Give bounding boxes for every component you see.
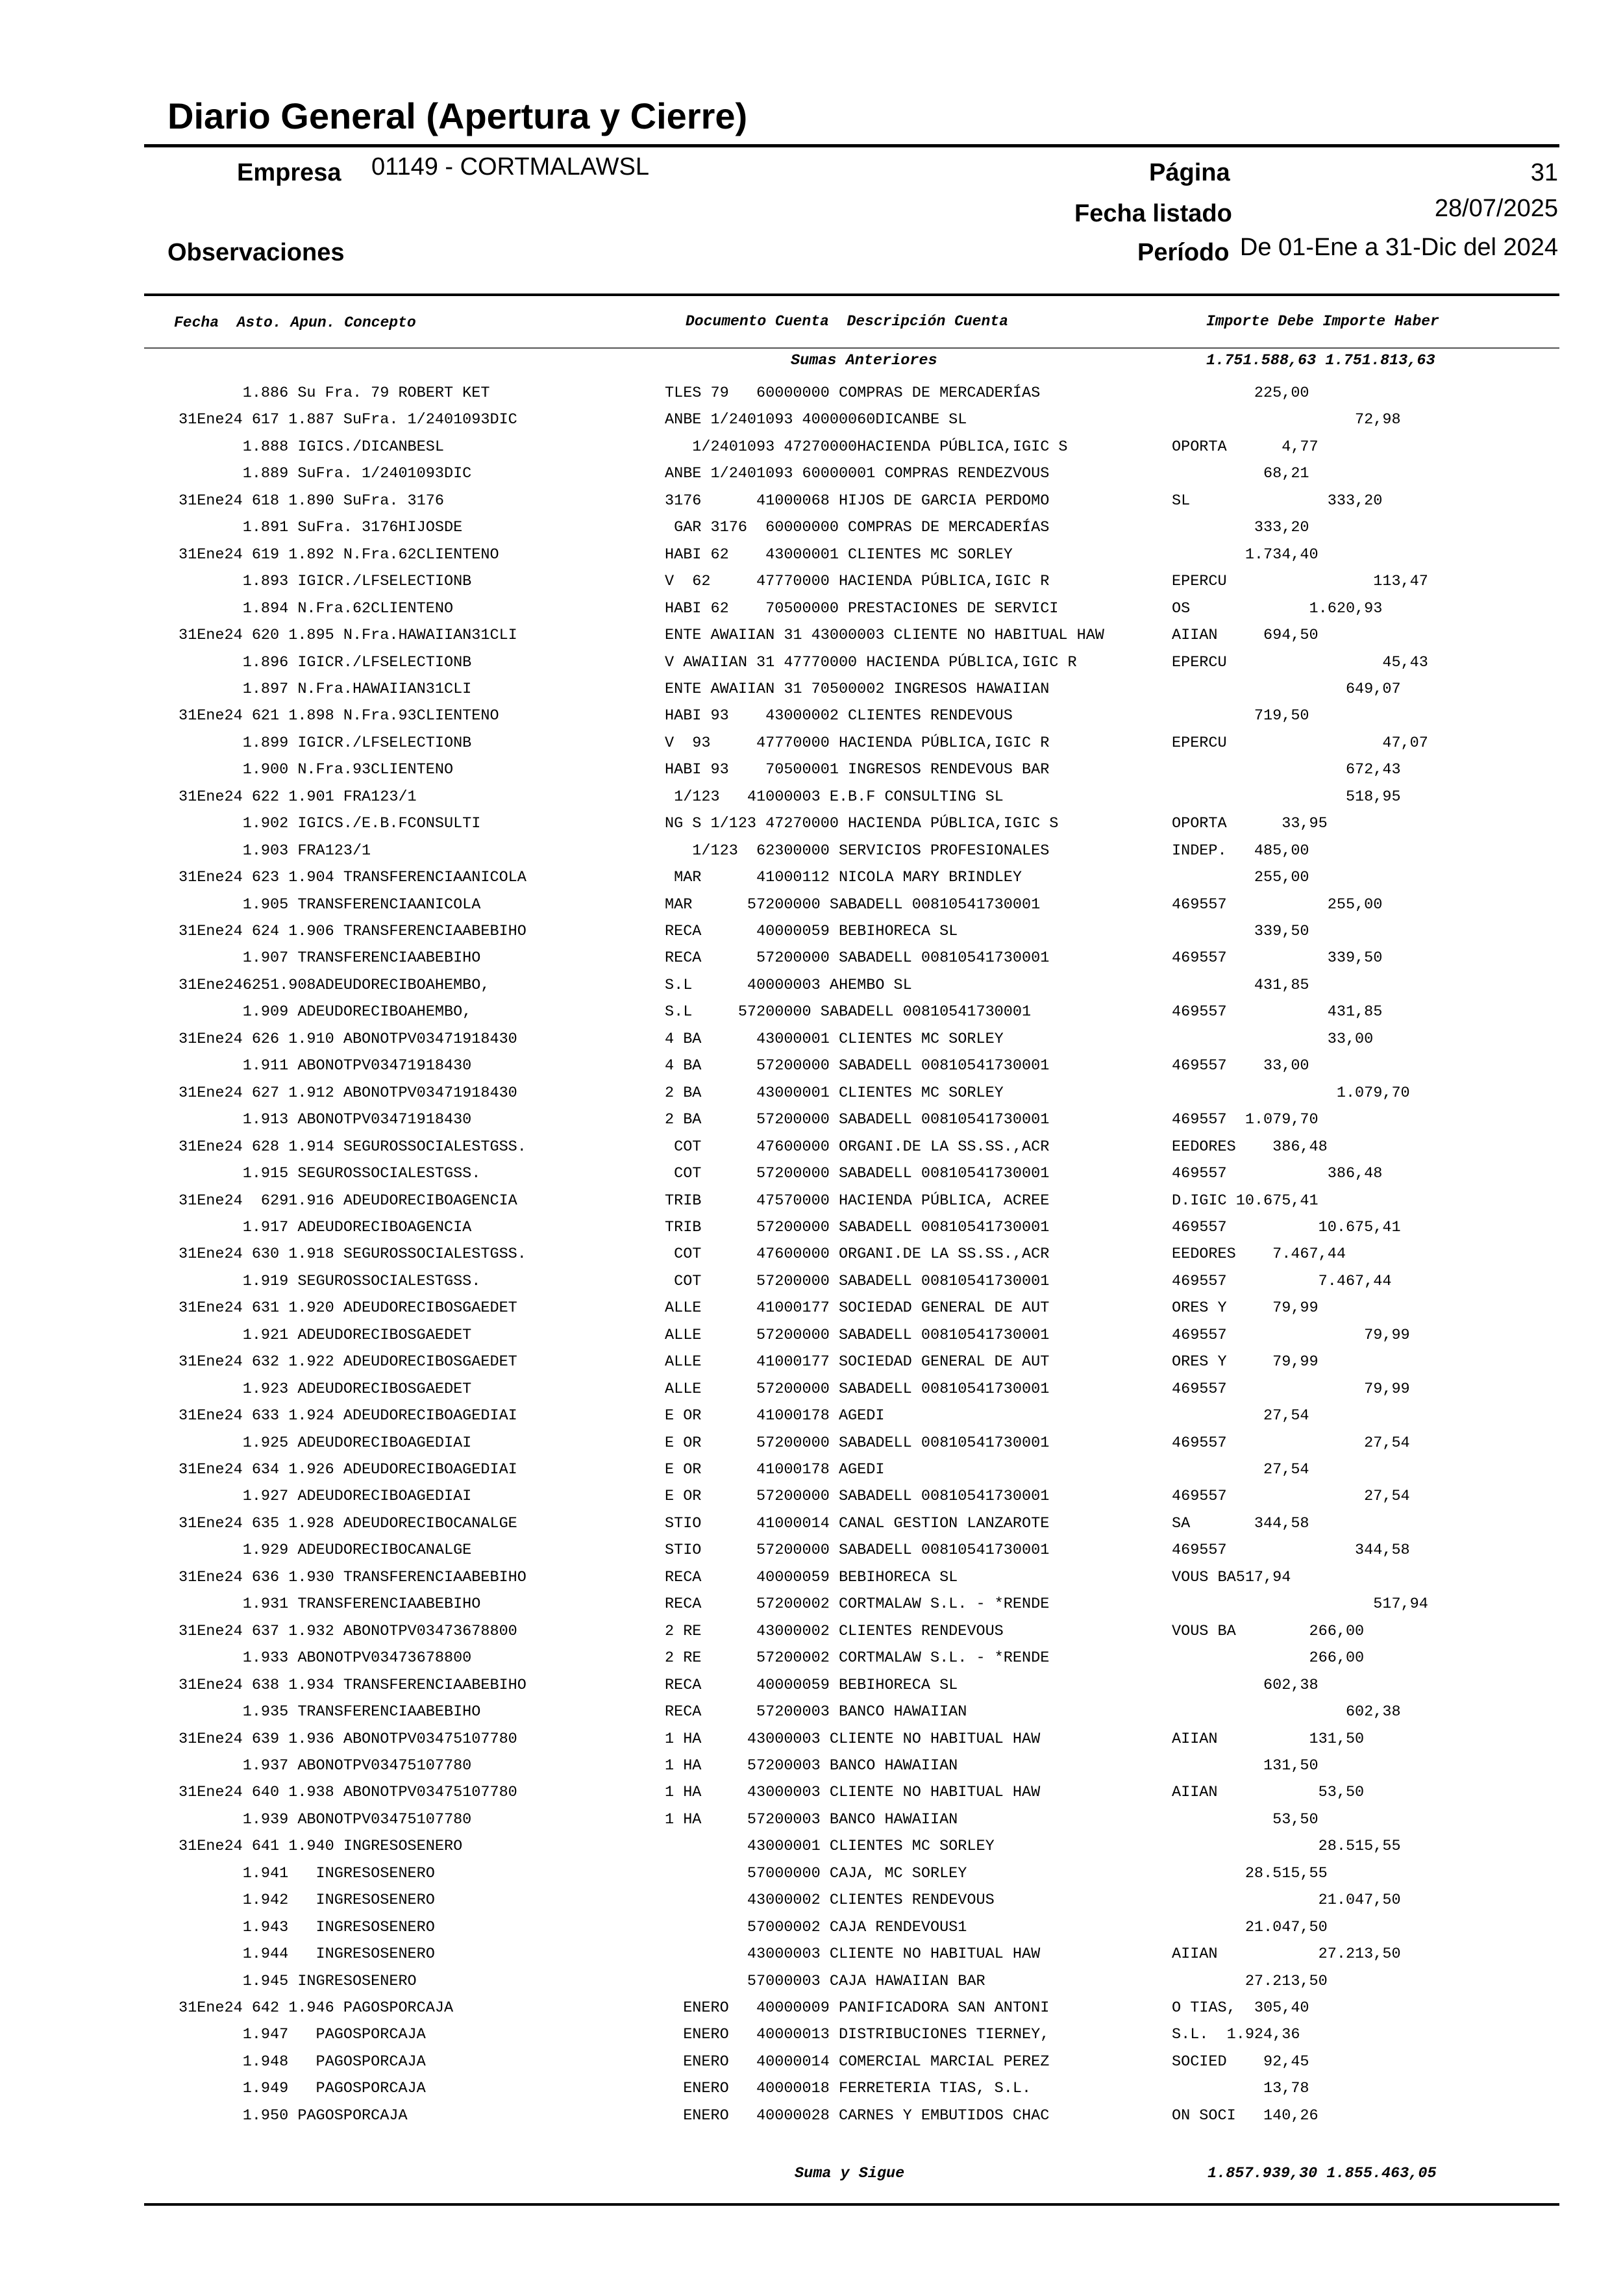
entry-amounts: 469557 10.675,41 [1172, 1219, 1401, 1236]
entry-account: RECA 40000059 BEBIHORECA SL [665, 923, 958, 940]
entry-amounts: 225,00 [1172, 384, 1309, 402]
entry-account: 1 HA 43000003 CLIENTE NO HABITUAL HAW [665, 1784, 1041, 1801]
entry-account: ENERO 40000009 PANIFICADORA SAN ANTONI [665, 1999, 1050, 2017]
entry-concept: 1.909 ADEUDORECIBOAHEMBO, [179, 1003, 472, 1021]
entry-amounts: 72,98 [1172, 411, 1401, 429]
entry-account: V AWAIIAN 31 47770000 HACIENDA PÚBLICA,IGIC R [665, 654, 1077, 671]
entry-amounts: 266,00 [1172, 1649, 1365, 1667]
entry-amounts: VOUS BA 266,00 [1172, 1623, 1365, 1640]
entry-concept: 31Ene24 639 1.936 ABONOTPV03475107780 [179, 1730, 517, 1748]
entry-concept: 1.888 IGICS./DICANBESL [179, 438, 444, 456]
entry-amounts: SA 344,58 [1172, 1515, 1309, 1532]
entry-account: S.L 57200000 SABADELL 00810541730001 [665, 1003, 1032, 1021]
entry-concept: 1.944 INGRESOSENERO [179, 1945, 435, 1963]
entry-amounts: 21.047,50 [1172, 1891, 1401, 1909]
entry-concept: 1.939 ABONOTPV03475107780 [179, 1811, 472, 1828]
entry-account: 43000001 CLIENTES MC SORLEY [665, 1838, 995, 1855]
entry-amounts: SOCIED 92,45 [1172, 2053, 1309, 2071]
entry-concept: 31Ene24 627 1.912 ABONOTPV03471918430 [179, 1084, 517, 1102]
header-divider [144, 293, 1559, 296]
entry-amounts: 27.213,50 [1172, 1973, 1328, 1990]
entry-amounts: 469557 33,00 [1172, 1057, 1309, 1075]
entry-amounts: O TIAS, 305,40 [1172, 1999, 1309, 2017]
entry-account: 2 BA 43000001 CLIENTES MC SORLEY [665, 1084, 1004, 1102]
entry-amounts: EEDORES 7.467,44 [1172, 1245, 1346, 1263]
entry-amounts: 672,43 [1172, 761, 1401, 779]
entry-account: 57000000 CAJA, MC SORLEY [665, 1865, 967, 1882]
entry-concept: 31Ene24 623 1.904 TRANSFERENCIAANICOLA [179, 869, 527, 886]
entry-concept: 31Ene24 628 1.914 SEGUROSSOCIALESTGSS. [179, 1138, 527, 1156]
entry-account: ENERO 40000028 CARNES Y EMBUTIDOS CHAC [665, 2107, 1050, 2125]
entry-concept: 31Ene24 619 1.892 N.Fra.62CLIENTENO [179, 546, 499, 564]
entry-amounts: D.IGIC 10.675,41 [1172, 1192, 1319, 1210]
entry-amounts: SL 333,20 [1172, 492, 1383, 510]
entry-account: 1/2401093 47270000HACIENDA PÚBLICA,IGIC S [665, 438, 1068, 456]
sumas-anteriores-label: Sumas Anteriores [791, 352, 937, 369]
entry-concept: 1.947 PAGOSPORCAJA [179, 2026, 426, 2043]
entry-amounts: 469557 79,99 [1172, 1380, 1410, 1398]
entry-account: 57000003 CAJA HAWAIIAN BAR [665, 1973, 985, 1990]
entry-amounts: 469557 431,85 [1172, 1003, 1383, 1021]
observaciones-label: Observaciones [167, 239, 345, 266]
entry-account: E OR 57200000 SABADELL 00810541730001 [665, 1488, 1050, 1505]
entry-amounts: S.L. 1.924,36 [1172, 2026, 1300, 2043]
entry-account: V 93 47770000 HACIENDA PÚBLICA,IGIC R [665, 734, 1050, 752]
entry-concept: 1.950 PAGOSPORCAJA [179, 2107, 408, 2125]
fecha-listado-value: 28/07/2025 [1434, 195, 1558, 222]
entry-concept: 1.900 N.Fra.93CLIENTENO [179, 761, 454, 779]
entry-account: 3176 41000068 HIJOS DE GARCIA PERDOMO [665, 492, 1050, 510]
entry-account: STIO 57200000 SABADELL 00810541730001 [665, 1541, 1050, 1559]
entry-amounts: ORES Y 79,99 [1172, 1299, 1319, 1317]
entry-concept: 1.903 FRA123/1 [179, 842, 371, 860]
entry-amounts: 1.079,70 [1172, 1084, 1410, 1102]
entry-concept: 1.929 ADEUDORECIBOCANALGE [179, 1541, 472, 1559]
entry-account: 2 BA 57200000 SABADELL 00810541730001 [665, 1111, 1050, 1129]
entry-concept: 31Ene24 641 1.940 INGRESOSENERO [179, 1838, 463, 1855]
entry-amounts: 469557 339,50 [1172, 949, 1383, 967]
entry-concept: 31Ene24 620 1.895 N.Fra.HAWAIIAN31CLI [179, 627, 517, 644]
entry-amounts: OPORTA 4,77 [1172, 438, 1319, 456]
entry-concept: 1.921 ADEUDORECIBOSGAEDET [179, 1327, 472, 1344]
entry-account: S.L 40000003 AHEMBO SL [665, 977, 912, 994]
entry-account: MAR 41000112 NICOLA MARY BRINDLEY [665, 869, 1022, 886]
entry-account: HABI 93 70500001 INGRESOS RENDEVOUS BAR [665, 761, 1050, 779]
entry-concept: 1.915 SEGUROSSOCIALESTGSS. [179, 1165, 481, 1182]
entry-account: TLES 79 60000000 COMPRAS DE MERCADERÍAS [665, 384, 1041, 402]
entry-account: RECA 57200002 CORTMALAW S.L. - *RENDE [665, 1595, 1050, 1613]
entry-concept: 1.923 ADEUDORECIBOSGAEDET [179, 1380, 472, 1398]
entry-account: HABI 93 43000002 CLIENTES RENDEVOUS [665, 707, 1013, 725]
entry-amounts: 68,21 [1172, 465, 1309, 482]
fecha-listado-label: Fecha listado [1074, 200, 1232, 227]
entry-account: ENERO 40000018 FERRETERIA TIAS, S.L. [665, 2080, 1032, 2097]
entry-account: 1 HA 57200003 BANCO HAWAIIAN [665, 1757, 958, 1775]
entry-account: 2 RE 57200002 CORTMALAW S.L. - *RENDE [665, 1649, 1050, 1667]
entry-amounts: 649,07 [1172, 680, 1401, 698]
page-title: Diario General (Apertura y Cierre) [167, 95, 748, 136]
periodo-label: Período [1137, 239, 1230, 266]
column-header-middle: Documento Cuenta Descripción Cuenta [686, 313, 1008, 330]
empresa-label: Empresa [237, 159, 341, 186]
entry-concept: 31Ene24 632 1.922 ADEUDORECIBOSGAEDET [179, 1353, 517, 1371]
entry-account: TRIB 47570000 HACIENDA PÚBLICA, ACREE [665, 1192, 1050, 1210]
entry-amounts: 131,50 [1172, 1757, 1319, 1775]
entry-concept: 1.907 TRANSFERENCIAABEBIHO [179, 949, 481, 967]
entry-account: MAR 57200000 SABADELL 00810541730001 [665, 896, 1041, 914]
entry-account: ENERO 40000014 COMERCIAL MARCIAL PEREZ [665, 2053, 1050, 2071]
entry-concept: 1.945 INGRESOSENERO [179, 1973, 417, 1990]
entry-concept: 1.935 TRANSFERENCIAABEBIHO [179, 1703, 481, 1721]
entry-amounts: OPORTA 33,95 [1172, 815, 1328, 832]
entry-account: COT 57200000 SABADELL 00810541730001 [665, 1165, 1050, 1182]
entry-amounts: OS 1.620,93 [1172, 600, 1383, 618]
entry-concept: 31Ene24 638 1.934 TRANSFERENCIAABEBIHO [179, 1677, 527, 1694]
entry-amounts: 469557 27,54 [1172, 1434, 1410, 1452]
entry-concept: 1.893 IGICR./LFSELECTIONB [179, 573, 472, 590]
entry-amounts: 21.047,50 [1172, 1919, 1328, 1936]
entry-amounts: AIIAN 53,50 [1172, 1784, 1365, 1801]
entry-concept: 1.897 N.Fra.HAWAIIAN31CLI [179, 680, 472, 698]
entry-concept: 31Ene24 624 1.906 TRANSFERENCIAABEBIHO [179, 923, 527, 940]
entry-amounts: 518,95 [1172, 788, 1401, 806]
entry-concept: 1.894 N.Fra.62CLIENTENO [179, 600, 454, 618]
entry-amounts: 339,50 [1172, 923, 1309, 940]
entry-concept: 1.902 IGICS./E.B.FCONSULTI [179, 815, 481, 832]
entry-concept: 31Ene24 640 1.938 ABONOTPV03475107780 [179, 1784, 517, 1801]
entry-concept: 1.948 PAGOSPORCAJA [179, 2053, 426, 2071]
entry-concept: 31Ene24 637 1.932 ABONOTPV03473678800 [179, 1623, 517, 1640]
entry-amounts: 602,38 [1172, 1703, 1401, 1721]
entry-amounts: 469557 79,99 [1172, 1327, 1410, 1344]
entry-amounts: ORES Y 79,99 [1172, 1353, 1319, 1371]
entry-concept: 1.889 SuFra. 1/2401093DIC [179, 465, 472, 482]
title-divider [144, 144, 1559, 147]
entry-amounts: EEDORES 386,48 [1172, 1138, 1328, 1156]
entry-concept: 31Ene24 6291.916 ADEUDORECIBOAGENCIA [179, 1192, 517, 1210]
entry-amounts: 469557 386,48 [1172, 1165, 1383, 1182]
entry-concept: 1.899 IGICR./LFSELECTIONB [179, 734, 472, 752]
entry-concept: 1.919 SEGUROSSOCIALESTGSS. [179, 1273, 481, 1290]
entry-concept: 1.913 ABONOTPV03471918430 [179, 1111, 472, 1129]
entry-concept: 31Ene24 622 1.901 FRA123/1 [179, 788, 417, 806]
entry-concept: 1.917 ADEUDORECIBOAGENCIA [179, 1219, 472, 1236]
entry-account: ALLE 57200000 SABADELL 00810541730001 [665, 1380, 1050, 1398]
entry-amounts: 719,50 [1172, 707, 1309, 725]
entry-amounts: 469557 27,54 [1172, 1488, 1410, 1505]
entry-account: NG S 1/123 47270000 HACIENDA PÚBLICA,IGIC S [665, 815, 1059, 832]
entry-concept: 1.941 INGRESOSENERO [179, 1865, 435, 1882]
entry-account: 1/123 41000003 E.B.F CONSULTING SL [665, 788, 1004, 806]
entry-account: ENTE AWAIIAN 31 43000003 CLIENTE NO HABITUAL HAW [665, 627, 1104, 644]
entry-account: RECA 40000059 BEBIHORECA SL [665, 1569, 958, 1586]
entry-amounts: 28.515,55 [1172, 1838, 1401, 1855]
entry-concept: 31Ene24 621 1.898 N.Fra.93CLIENTENO [179, 707, 499, 725]
pagina-value: 31 [1530, 159, 1558, 186]
entry-concept: 31Ene24 635 1.928 ADEUDORECIBOCANALGE [179, 1515, 517, 1532]
entry-account: 1 HA 43000003 CLIENTE NO HABITUAL HAW [665, 1730, 1041, 1748]
entry-amounts: 255,00 [1172, 869, 1309, 886]
periodo-value: De 01-Ene a 31-Dic del 2024 [1239, 234, 1558, 261]
suma-y-sigue-label: Suma y Sigue [795, 2165, 905, 2182]
entry-account: RECA 40000059 BEBIHORECA SL [665, 1677, 958, 1694]
column-header-right: Importe Debe Importe Haber [1206, 313, 1439, 330]
entry-account: RECA 57200000 SABADELL 00810541730001 [665, 949, 1050, 967]
entry-account: 43000002 CLIENTES RENDEVOUS [665, 1891, 995, 1909]
entry-amounts: AIIAN 131,50 [1172, 1730, 1365, 1748]
entry-concept: 1.886 Su Fra. 79 ROBERT KET [179, 384, 490, 402]
entry-account: 1/123 62300000 SERVICIOS PROFESIONALES [665, 842, 1050, 860]
entry-amounts: ON SOCI 140,26 [1172, 2107, 1319, 2125]
entry-account: E OR 41000178 AGEDI [665, 1461, 885, 1479]
entry-amounts: INDEP. 485,00 [1172, 842, 1309, 860]
entry-amounts: 27,54 [1172, 1407, 1309, 1425]
entry-concept: 1.896 IGICR./LFSELECTIONB [179, 654, 472, 671]
entry-amounts: 602,38 [1172, 1677, 1319, 1694]
entry-account: 1 HA 57200003 BANCO HAWAIIAN [665, 1811, 958, 1828]
suma-y-sigue-values: 1.857.939,30 1.855.463,05 [1208, 2165, 1437, 2182]
entry-concept: 1.927 ADEUDORECIBOAGEDIAI [179, 1488, 472, 1505]
entry-amounts: 469557 255,00 [1172, 896, 1383, 914]
entry-concept: 1.891 SuFra. 3176HIJOSDE [179, 519, 463, 536]
entry-account: E OR 41000178 AGEDI [665, 1407, 885, 1425]
entry-concept: 1.949 PAGOSPORCAJA [179, 2080, 426, 2097]
entry-account: STIO 41000014 CANAL GESTION LANZAROTE [665, 1515, 1050, 1532]
entry-concept: 31Ene24 633 1.924 ADEUDORECIBOAGEDIAI [179, 1407, 517, 1425]
entry-account: COT 47600000 ORGANI.DE LA SS.SS.,ACR [665, 1138, 1050, 1156]
entry-account: 4 BA 43000001 CLIENTES MC SORLEY [665, 1030, 1004, 1048]
entry-concept: 1.943 INGRESOSENERO [179, 1919, 435, 1936]
column-header-divider [144, 347, 1559, 349]
entry-amounts: 33,00 [1172, 1030, 1374, 1048]
entry-concept: 1.905 TRANSFERENCIAANICOLA [179, 896, 481, 914]
entry-amounts: 27,54 [1172, 1461, 1309, 1479]
entry-account: GAR 3176 60000000 COMPRAS DE MERCADERÍAS [665, 519, 1050, 536]
entry-amounts: AIIAN 27.213,50 [1172, 1945, 1401, 1963]
entry-amounts: 517,94 [1172, 1595, 1428, 1613]
entry-account: ALLE 57200000 SABADELL 00810541730001 [665, 1327, 1050, 1344]
entry-account: HABI 62 43000001 CLIENTES MC SORLEY [665, 546, 1013, 564]
entry-amounts: 333,20 [1172, 519, 1309, 536]
entry-account: ALLE 41000177 SOCIEDAD GENERAL DE AUT [665, 1353, 1050, 1371]
entry-concept: 31Ene24 617 1.887 SuFra. 1/2401093DIC [179, 411, 517, 429]
entry-concept: 1.911 ABONOTPV03471918430 [179, 1057, 472, 1075]
entry-amounts: 53,50 [1172, 1811, 1319, 1828]
entry-account: V 62 47770000 HACIENDA PÚBLICA,IGIC R [665, 573, 1050, 590]
entry-concept: 1.937 ABONOTPV03475107780 [179, 1757, 472, 1775]
entry-account: COT 47600000 ORGANI.DE LA SS.SS.,ACR [665, 1245, 1050, 1263]
entry-amounts: 469557 7.467,44 [1172, 1273, 1392, 1290]
entry-account: TRIB 57200000 SABADELL 00810541730001 [665, 1219, 1050, 1236]
entry-amounts: AIIAN 694,50 [1172, 627, 1319, 644]
entry-concept: 31Ene24 626 1.910 ABONOTPV03471918430 [179, 1030, 517, 1048]
entry-amounts: EPERCU 45,43 [1172, 654, 1428, 671]
entry-account: ALLE 41000177 SOCIEDAD GENERAL DE AUT [665, 1299, 1050, 1317]
entry-account: 4 BA 57200000 SABADELL 00810541730001 [665, 1057, 1050, 1075]
entry-concept: 31Ene24 631 1.920 ADEUDORECIBOSGAEDET [179, 1299, 517, 1317]
entry-account: ANBE 1/2401093 60000001 COMPRAS RENDEZVOUS [665, 465, 1050, 482]
entry-amounts: 28.515,55 [1172, 1865, 1328, 1882]
entry-amounts: 13,78 [1172, 2080, 1309, 2097]
entry-concept: 31Ene24 618 1.890 SuFra. 3176 [179, 492, 444, 510]
entry-amounts: VOUS BA517,94 [1172, 1569, 1291, 1586]
empresa-value: 01149 - CORTMALAWSL [371, 153, 650, 181]
entry-concept: 1.942 INGRESOSENERO [179, 1891, 435, 1909]
entry-account: HABI 62 70500000 PRESTACIONES DE SERVICI [665, 600, 1059, 618]
sumas-anteriores-values: 1.751.588,63 1.751.813,63 [1206, 352, 1435, 369]
entry-amounts: 431,85 [1172, 977, 1309, 994]
entry-account: ENTE AWAIIAN 31 70500002 INGRESOS HAWAIIAN [665, 680, 1050, 698]
entry-concept: 1.931 TRANSFERENCIAABEBIHO [179, 1595, 481, 1613]
entry-concept: 1.925 ADEUDORECIBOAGEDIAI [179, 1434, 472, 1452]
entry-concept: 31Ene24 636 1.930 TRANSFERENCIAABEBIHO [179, 1569, 527, 1586]
entry-concept: 31Ene246251.908ADEUDORECIBOAHEMBO, [179, 977, 490, 994]
entry-amounts: EPERCU 47,07 [1172, 734, 1428, 752]
entry-amounts: EPERCU 113,47 [1172, 573, 1428, 590]
entry-account: COT 57200000 SABADELL 00810541730001 [665, 1273, 1050, 1290]
column-header-left: Fecha Asto. Apun. Concepto [174, 314, 416, 331]
entry-account: RECA 57200003 BANCO HAWAIIAN [665, 1703, 967, 1721]
entry-account: 57000002 CAJA RENDEVOUS1 [665, 1919, 967, 1936]
footer-divider [144, 2203, 1559, 2206]
entry-account: ANBE 1/2401093 40000060DICANBE SL [665, 411, 967, 429]
entry-amounts: 469557 1.079,70 [1172, 1111, 1319, 1129]
pagina-label: Página [1149, 159, 1230, 186]
entry-concept: 31Ene24 642 1.946 PAGOSPORCAJA [179, 1999, 454, 2017]
entry-account: E OR 57200000 SABADELL 00810541730001 [665, 1434, 1050, 1452]
entry-account: 43000003 CLIENTE NO HABITUAL HAW [665, 1945, 1041, 1963]
entry-amounts: 469557 344,58 [1172, 1541, 1410, 1559]
entry-concept: 31Ene24 630 1.918 SEGUROSSOCIALESTGSS. [179, 1245, 527, 1263]
entry-account: ENERO 40000013 DISTRIBUCIONES TIERNEY, [665, 2026, 1050, 2043]
entry-account: 2 RE 43000002 CLIENTES RENDEVOUS [665, 1623, 1004, 1640]
entry-amounts: 1.734,40 [1172, 546, 1319, 564]
entry-concept: 1.933 ABONOTPV03473678800 [179, 1649, 472, 1667]
entry-concept: 31Ene24 634 1.926 ADEUDORECIBOAGEDIAI [179, 1461, 517, 1479]
